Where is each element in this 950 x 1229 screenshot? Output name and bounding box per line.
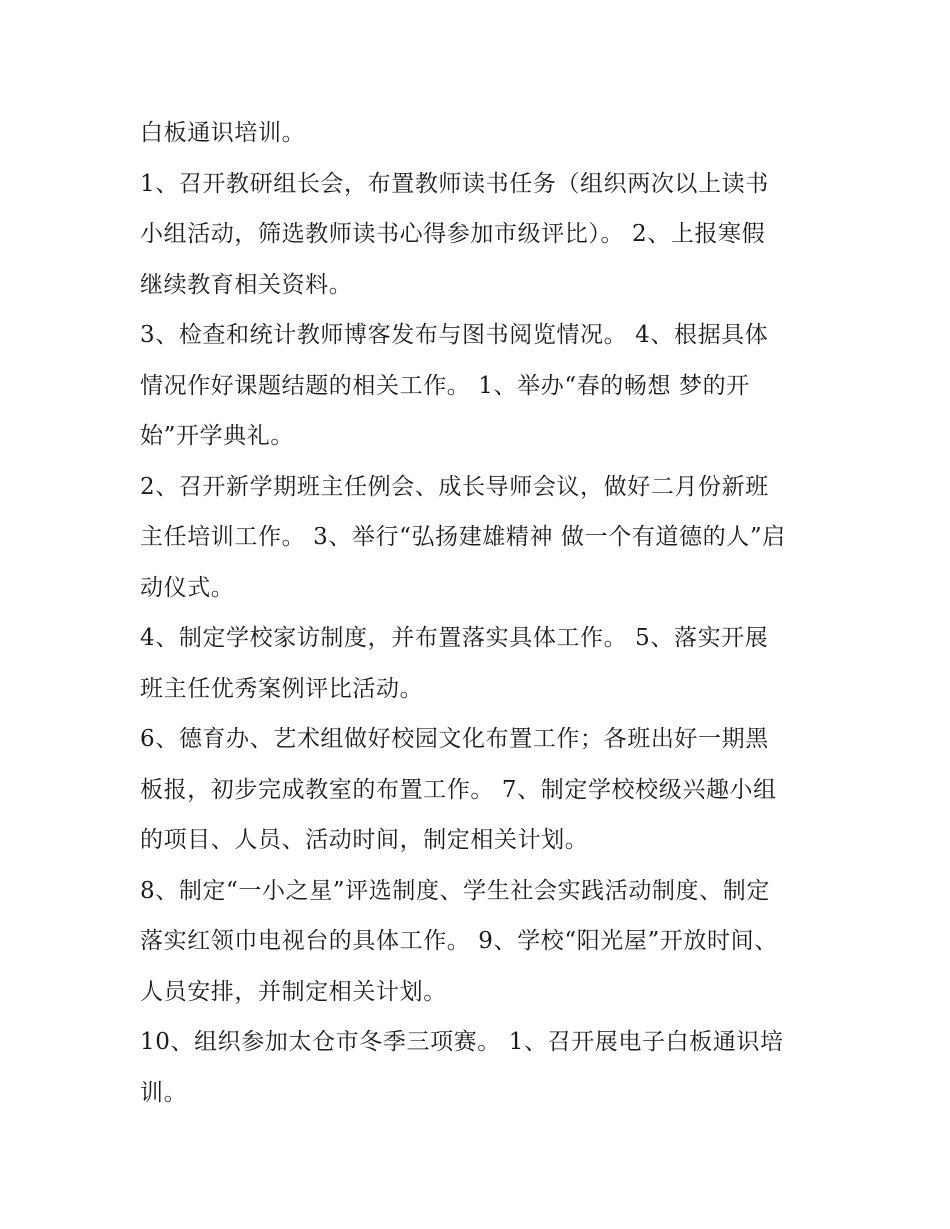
text-line: 3、检查和统计教师博客发布与图书阅览情况。 4、根据具体 [140, 322, 769, 348]
paragraph-1 [140, 159, 820, 311]
text-line: 的项目、人员、活动时间，制定相关计划。 [140, 827, 589, 853]
paragraph-7 [140, 1017, 820, 1118]
text-line: 小组活动，筛选教师读书心得参加市级评比）。 2、上报寒假 [140, 221, 766, 247]
text-line: 继续教育相关资料。 [140, 271, 353, 298]
text-line: 人员安排，并制定相关计划。 [140, 978, 447, 1005]
text-line: 训。 [140, 1079, 188, 1106]
text-line: 2、召开新学期班主任例会、成长导师会议，做好二月份新班 [140, 473, 769, 500]
paragraph-3 [140, 462, 820, 614]
text-line: 8、制定“一小之星”评选制度、学生社会实践活动制度、制定 [140, 877, 770, 904]
text-line: 1、召开教研组长会，布置教师读书任务（组织两次以上读书 [140, 170, 769, 197]
text-line: 班主任优秀案例评比活动。 [140, 675, 424, 702]
document-body [140, 108, 820, 1118]
text-line: 始”开学典礼。 [140, 423, 294, 449]
text-line: 主任培训工作。 3、举行“弘扬建雄精神 做一个有道德的人”启 [140, 524, 786, 550]
paragraph-2 [140, 310, 820, 462]
text-line: 4、制定学校家访制度，并布置落实具体工作。 5、落实开展 [140, 625, 769, 651]
paragraph-0 [140, 108, 820, 159]
text-line: 情况作好课题结题的相关工作。 1、举办“春的畅想 梦的开 [140, 372, 750, 399]
text-line: 6、德育办、艺术组做好校园文化布置工作；各班出好一期黑 [140, 726, 769, 752]
text-line: 白板通识培训。 [140, 120, 306, 146]
paragraph-5 [140, 714, 820, 866]
paragraph-6 [140, 866, 820, 1018]
text-line: 10、组织参加太仓市冬季三项赛。 1、召开展电子白板通识培 [140, 1029, 784, 1055]
text-line: 板报，初步完成教室的布置工作。 7、制定学校校级兴趣小组 [140, 776, 777, 803]
text-line: 落实红领巾电视台的具体工作。 9、学校“阳光屋”开放时间、 [140, 928, 778, 954]
text-line: 动仪式。 [140, 574, 235, 601]
paragraph-4 [140, 613, 820, 714]
